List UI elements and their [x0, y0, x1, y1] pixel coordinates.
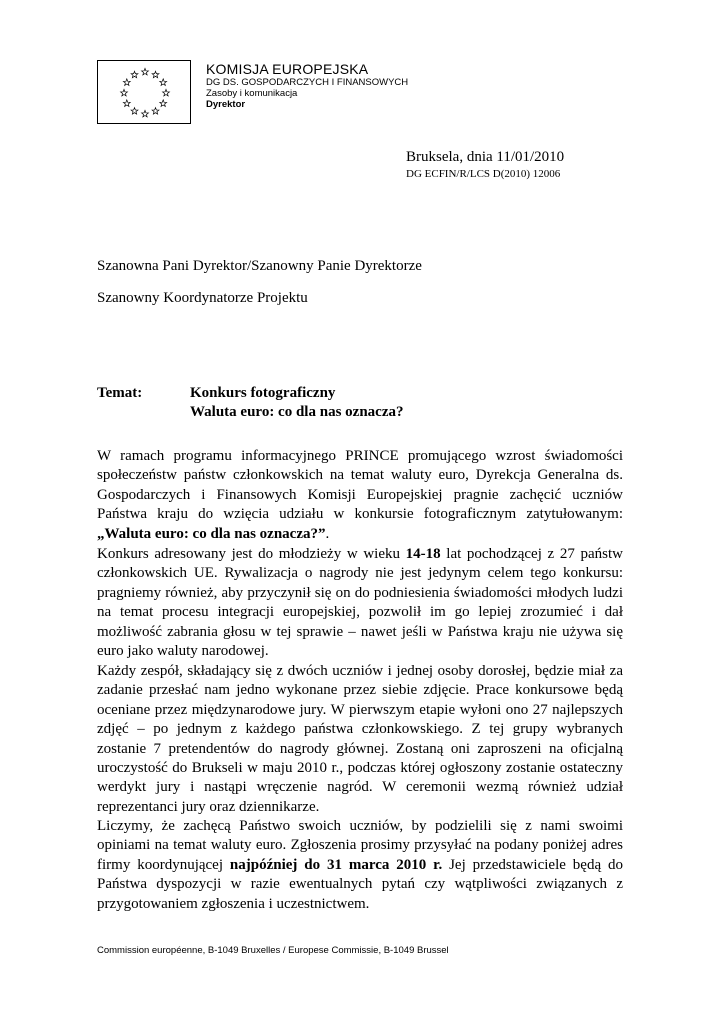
star-icon [131, 71, 138, 78]
age-range: 14-18 [405, 546, 441, 562]
paragraph-2-start: Konkurs adresowany jest do młodzieży w wieku [97, 546, 406, 562]
paragraph-3: Każdy zespół, składający się z dwóch uczniów i jednej osoby dorosłej, będzie miał za zadanie przesłać nam jedno wykonane przez siebie zdjęcie. Prace konkursowe będą oceniane przez międzynarodowe jury. W pierwszym etapie wyłoni ono 27 najlepszych zdjęć – po jednym z każdego państwa członkowskiego. Z tej grupy wybranych zostanie 7 pretendentów do nagrody głównej. Zostaną oni zaproszeni na oficjalną uroczystość do Brukseli w maju 2010 r., podczas której ogłoszony zostanie ostateczny werdykt jury i nastąpi wręczenie nagród. W ceremonii wezmą również udział reprezentanci jury oraz dziennikarze. [97, 663, 623, 815]
star-icon [142, 68, 149, 75]
paragraph-2 [97, 545, 623, 661]
footer-address: Commission européenne, B-1049 Bruxelles / Europese Commissie, B-1049 Brussel [97, 945, 449, 956]
star-icon [160, 100, 167, 107]
eu-logo [97, 60, 191, 124]
paragraph-4 [97, 817, 623, 914]
commission-name: KOMISJA EUROPEJSKA [206, 61, 369, 77]
subject-line-1: Konkurs fotograficzny [190, 385, 336, 401]
reference-number: DG ECFIN/R/LCS D(2010) 12006 [406, 168, 561, 180]
paragraph-4-end: Jej przedstawiciele będą do Państwa dyspozycji w razie ewentualnych pytań czy wątpliwości związanych z przygotowaniem zgłoszenia i uczestnictwem. [97, 856, 623, 912]
paragraph-4-start: Liczymy, że zachęcą Państwo swoich uczniów, by podzielili się z nami swoimi opiniami na temat waluty euro. Zgłoszenia prosimy przysyłać na podany poniżej adres firmy koordynującej [97, 818, 623, 873]
directorate-general: DG DS. GOSPODARCZYCH I FINANSOWYCH [206, 77, 409, 88]
dateline [406, 148, 564, 182]
star-icon [163, 89, 170, 96]
subject [190, 384, 403, 422]
unit-name: Zasoby i komunikacja [206, 88, 298, 99]
star-icon [152, 71, 159, 78]
sender-role: Dyrektor [206, 99, 246, 110]
contest-title: „Waluta euro: co dla nas oznacza?” [97, 525, 326, 542]
star-icon [142, 110, 149, 117]
deadline: najpóźniej do 31 marca 2010 r. [229, 856, 443, 873]
place-date: Bruksela, dnia 11/01/2010 [406, 149, 565, 165]
star-icon [131, 108, 138, 115]
salutation-coordinator: Szanowny Koordynatorze Projektu [97, 290, 308, 306]
paragraph-2-end: lat pochodzącej z 27 państw członkowskich UE. Rywalizacja o nagrody nie jest jedynym celem tego konkursu: pragniemy również, aby przyczynił się on do podniesienia świadomości młodych ludzi na temat procesu integracji europejskiej, pozwolił im go lepiej zrozumieć i dał możliwość zabrania głosu w tej sprawie – nawet jeśli w Państwa kraju nie używa się euro jako waluty narodowej. [97, 546, 623, 660]
salutation-director: Szanowna Pani Dyrektor/Szanowny Panie Dyrektorze [97, 258, 422, 274]
paragraph-1-text: W ramach programu informacyjnego PRINCE promującego wzrost świadomości społeczeństw państw członkowskich na temat waluty euro, Dyrekcja Generalna ds. Gospodarczych i Finansowych Komisji Europejskiej pragnie zachęcić uczniów Państwa kraju do wzięcia udziału w konkursie fotograficznym zatytułowanym: [97, 448, 623, 523]
letterhead [206, 61, 408, 110]
paragraph-1 [97, 447, 623, 544]
star-icon [123, 100, 130, 107]
subject-line-2: Waluta euro: co dla nas oznacza? [190, 404, 404, 420]
subject-label: Temat: [97, 385, 143, 401]
star-icon [152, 108, 159, 115]
star-icon [160, 79, 167, 86]
paragraph-1-end: . [325, 525, 330, 542]
eu-stars-icon [98, 61, 192, 125]
star-icon [123, 79, 130, 86]
star-icon [121, 89, 128, 96]
